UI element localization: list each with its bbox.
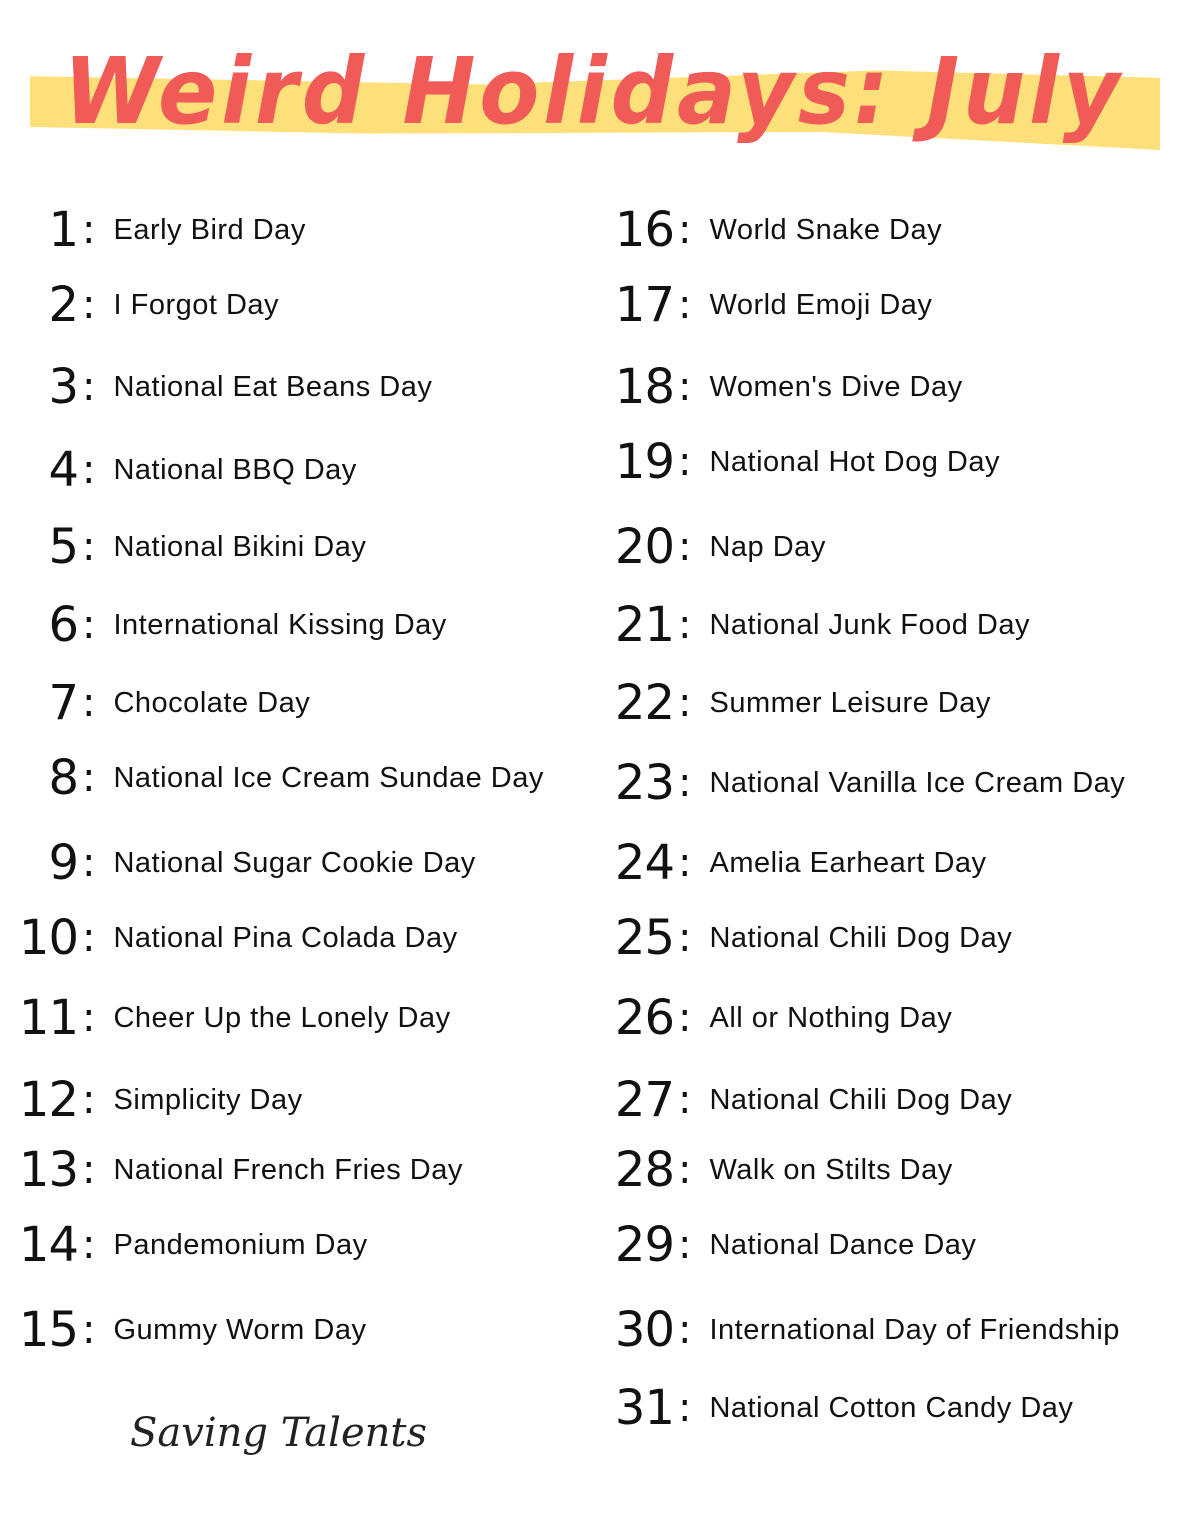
day-number: 1: [48, 202, 78, 258]
holiday-row: [0, 673, 310, 733]
colon: :: [82, 755, 96, 801]
day-number: 29: [614, 1217, 674, 1273]
colon: :: [678, 439, 692, 485]
day-number: 30: [614, 1302, 674, 1358]
colon: :: [82, 680, 96, 726]
holiday-name: World Snake Day: [709, 213, 943, 246]
holiday-row: [584, 988, 952, 1048]
colon: :: [82, 840, 96, 886]
day-number: 4: [48, 442, 78, 498]
holiday-name: Cheer Up the Lonely Day: [113, 1001, 451, 1034]
holiday-name: Pandemonium Day: [113, 1228, 368, 1261]
holiday-name: National BBQ Day: [113, 453, 357, 486]
holiday-name: National Eat Beans Day: [113, 370, 433, 403]
signature-logo: Saving Talents: [130, 1410, 427, 1456]
day-number: 2: [48, 277, 78, 333]
holiday-row: [584, 517, 826, 577]
holiday-name: National Hot Dog Day: [709, 445, 1000, 478]
colon: :: [678, 1077, 692, 1123]
holiday-name: Summer Leisure Day: [709, 686, 991, 719]
holiday-name: Amelia Earheart Day: [709, 846, 987, 879]
holiday-row: [0, 200, 306, 260]
colon: :: [82, 364, 96, 410]
day-number: 22: [614, 675, 674, 731]
holiday-row: [0, 1215, 368, 1275]
colon: :: [678, 364, 692, 410]
day-number: 24: [614, 835, 674, 891]
holiday-row: [584, 673, 991, 733]
day-number: 3: [48, 359, 78, 415]
colon: :: [678, 207, 692, 253]
holiday-name: National Junk Food Day: [709, 608, 1030, 641]
holiday-name: International Day of Friendship: [709, 1313, 1120, 1346]
holiday-row: [584, 432, 1000, 492]
colon: :: [82, 1307, 96, 1353]
day-number: 19: [614, 434, 674, 490]
colon: :: [82, 602, 96, 648]
holiday-name: World Emoji Day: [709, 288, 933, 321]
colon: :: [678, 524, 692, 570]
page-title: Weird Holidays: July: [63, 38, 1124, 145]
holiday-row: [0, 357, 432, 417]
colon: :: [82, 447, 96, 493]
holiday-row: [584, 595, 1030, 655]
holiday-name: National Dance Day: [709, 1228, 977, 1261]
day-number: 11: [18, 990, 78, 1046]
day-number: 23: [614, 755, 674, 811]
holiday-row: [0, 595, 447, 655]
day-number: 16: [614, 202, 674, 258]
day-number: 14: [18, 1217, 78, 1273]
holiday-row: [584, 275, 932, 335]
day-number: 17: [614, 277, 674, 333]
holiday-row: [0, 440, 357, 500]
holiday-name: National Bikini Day: [113, 530, 367, 563]
day-number: 6: [48, 597, 78, 653]
day-number: 7: [48, 675, 78, 731]
day-number: 21: [614, 597, 674, 653]
colon: :: [678, 1147, 692, 1193]
colon: :: [82, 1077, 96, 1123]
day-number: 12: [18, 1072, 78, 1128]
holiday-name: Gummy Worm Day: [113, 1313, 367, 1346]
colon: :: [678, 282, 692, 328]
colon: :: [82, 1222, 96, 1268]
holiday-row: [584, 908, 1012, 968]
holiday-row: [584, 1215, 976, 1275]
holiday-row: [0, 908, 458, 968]
day-number: 5: [48, 519, 78, 575]
holiday-row: [0, 833, 476, 893]
colon: :: [82, 207, 96, 253]
colon: :: [678, 1307, 692, 1353]
colon: :: [82, 282, 96, 328]
day-number: 9: [48, 835, 78, 891]
day-number: 25: [614, 910, 674, 966]
holiday-row: [584, 1140, 953, 1200]
holiday-row: [0, 275, 279, 335]
day-number: 31: [614, 1380, 674, 1436]
holiday-row: [0, 748, 544, 808]
day-number: 13: [18, 1142, 78, 1198]
holiday-name: National Cotton Candy Day: [709, 1391, 1074, 1424]
day-number: 27: [614, 1072, 674, 1128]
colon: :: [82, 915, 96, 961]
day-number: 28: [614, 1142, 674, 1198]
colon: :: [678, 760, 692, 806]
holiday-name: National Pina Colada Day: [113, 921, 458, 954]
holiday-row: [584, 1378, 1073, 1438]
holiday-row: [0, 1070, 303, 1130]
holiday-name: Simplicity Day: [113, 1083, 303, 1116]
holiday-name: National Vanilla Ice Cream Day: [709, 766, 1126, 799]
colon: :: [678, 1222, 692, 1268]
day-number: 26: [614, 990, 674, 1046]
holiday-name: National Ice Cream Sundae Day: [113, 761, 544, 794]
colon: :: [678, 602, 692, 648]
holiday-name: Walk on Stilts Day: [709, 1153, 953, 1186]
colon: :: [82, 995, 96, 1041]
holiday-row: [584, 833, 987, 893]
day-number: 18: [614, 359, 674, 415]
holiday-name: Chocolate Day: [113, 686, 311, 719]
holiday-name: International Kissing Day: [113, 608, 447, 641]
holiday-name: All or Nothing Day: [709, 1001, 953, 1034]
colon: :: [678, 995, 692, 1041]
holiday-row: [584, 357, 963, 417]
holiday-name: Early Bird Day: [113, 213, 306, 246]
holiday-row: [0, 1300, 366, 1360]
holiday-name: National Chili Dog Day: [709, 921, 1013, 954]
holiday-row: [584, 753, 1125, 813]
colon: :: [678, 840, 692, 886]
colon: :: [82, 524, 96, 570]
colon: :: [82, 1147, 96, 1193]
day-number: 20: [614, 519, 674, 575]
colon: :: [678, 680, 692, 726]
holiday-name: I Forgot Day: [113, 288, 280, 321]
holiday-name: National Chili Dog Day: [709, 1083, 1013, 1116]
holiday-row: [0, 517, 366, 577]
colon: :: [678, 1385, 692, 1431]
colon: :: [678, 915, 692, 961]
holiday-row: [584, 200, 942, 260]
holiday-name: Nap Day: [709, 530, 826, 563]
holiday-name: Women's Dive Day: [709, 370, 963, 403]
holiday-row: [584, 1300, 1120, 1360]
day-number: 15: [18, 1302, 78, 1358]
holiday-row: [0, 1140, 463, 1200]
day-number: 10: [18, 910, 78, 966]
holiday-row: [584, 1070, 1012, 1130]
holiday-row: [0, 988, 451, 1048]
day-number: 8: [48, 750, 78, 806]
holiday-name: National French Fries Day: [113, 1153, 463, 1186]
holiday-name: National Sugar Cookie Day: [113, 846, 476, 879]
